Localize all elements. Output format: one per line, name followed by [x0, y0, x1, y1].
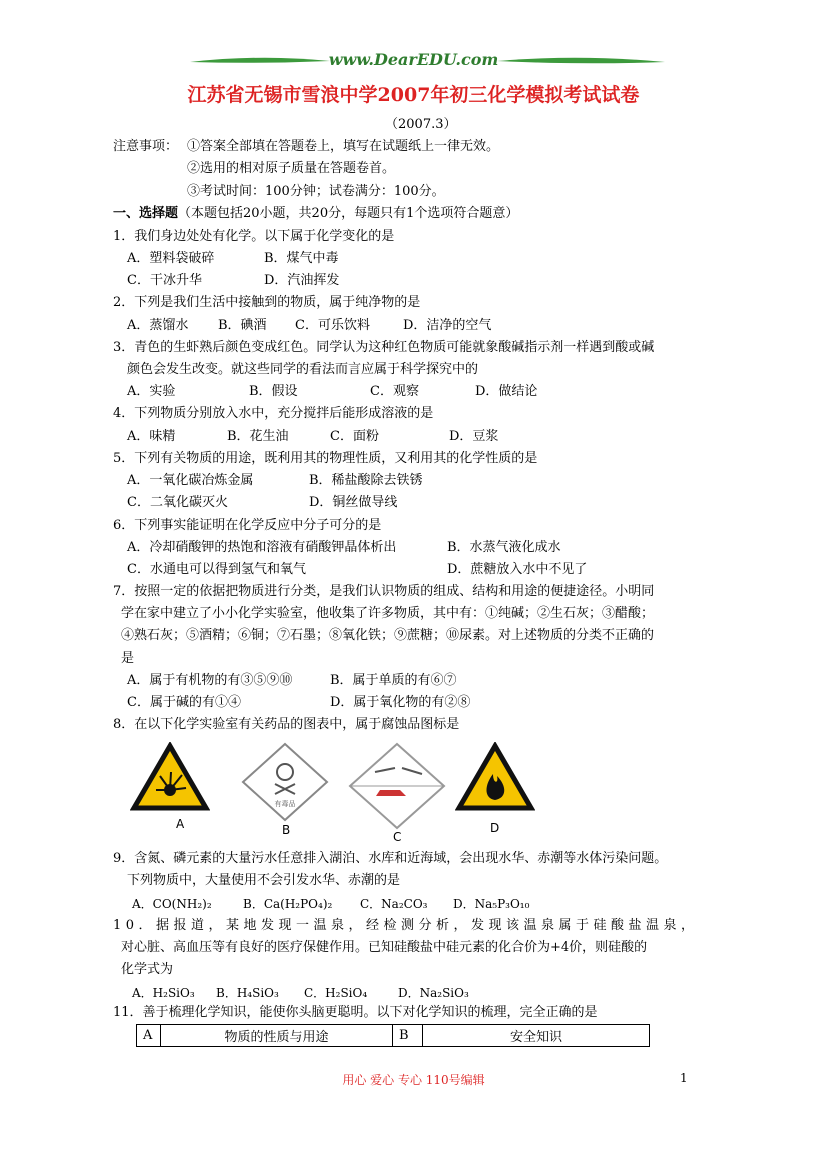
site-header	[0, 50, 827, 72]
page-title: 江苏省无锡市雪浪中学2007年初三化学模拟考试试卷	[187, 84, 640, 106]
option: B．Ca(H₂PO₄)₂	[243, 897, 333, 911]
option: B．假设	[249, 384, 298, 399]
option: A．一氧化碳冶炼金属	[127, 473, 254, 488]
question-stem: 6．下列事实能证明在化学反应中分子可分的是	[113, 518, 382, 533]
option: A．实验	[127, 384, 176, 399]
option: C．观察	[370, 384, 419, 399]
option: D．豆浆	[449, 429, 499, 444]
hazard-sign-flammable	[455, 742, 535, 837]
option: B．稀盐酸除去铁锈	[309, 473, 423, 488]
sign-text: 有毒品	[274, 800, 296, 808]
section-title: 一、选择题	[113, 206, 179, 221]
sign-label: A	[176, 817, 185, 831]
explosive-icon	[130, 742, 210, 832]
option: D．Na₂SiO₃	[398, 986, 469, 1000]
section-heading	[113, 205, 518, 223]
option: C．面粉	[330, 429, 379, 444]
page-footer: 用心 爱心 专心 110号编辑	[342, 1073, 485, 1087]
sign-label: D	[490, 821, 500, 835]
hazard-sign-corrosive	[340, 742, 455, 842]
corrosive-icon	[340, 742, 455, 842]
option: A．冷却硝酸钾的热饱和溶液有硝酸钾晶体析出	[127, 540, 397, 555]
option: C．H₂SiO₄	[304, 986, 368, 1000]
option: A．塑料袋破碎	[127, 251, 215, 266]
option: C．Na₂CO₃	[360, 897, 428, 911]
option: A．属于有机物的有③⑤⑨⑩	[127, 673, 293, 688]
option: B．属于单质的有⑥⑦	[330, 673, 457, 688]
option: D．Na₅P₃O₁₀	[453, 897, 530, 911]
question-stem: 是	[121, 651, 135, 666]
option: D．洁净的空气	[403, 318, 492, 333]
question-stem: 3．青色的生虾熟后颜色变成红色。同学认为这种红色物质可能就象酸碱指示剂一样遇到酸或碱	[113, 340, 655, 355]
question-stem: 对心脏、高血压等有良好的医疗保健作用。已知硅酸盐中硅元素的化合价为+4价，则硅酸的	[121, 940, 648, 955]
option: C．可乐饮料	[295, 318, 370, 333]
option: C．二氧化碳灭火	[127, 495, 228, 510]
table-cell: A	[137, 1025, 161, 1047]
option: B．H₄SiO₃	[216, 986, 279, 1000]
question-stem: 8．在以下化学实验室有关药品的图表中，属于腐蚀品图标是	[113, 717, 460, 732]
option: C．水通电可以得到氢气和氧气	[127, 562, 306, 577]
question-stem: 7．按照一定的依据把物质进行分类，是我们认识物质的组成、结构和用途的便捷途径。小明同	[113, 584, 655, 599]
site-url: www.DearEDU.com	[328, 50, 499, 69]
sign-label: C	[393, 830, 402, 842]
question-stem: ④熟石灰；⑤酒精；⑥铜；⑦石墨；⑧氧化铁；⑨蔗糖；⑩尿素。对上述物质的分类不正确的	[121, 628, 655, 643]
option: B．碘酒	[218, 318, 267, 333]
notice-item: ②选用的相对原子质量在答题卷首。	[187, 161, 396, 176]
option: D．汽油挥发	[264, 273, 340, 288]
question-stem: 1．我们身边处处有化学。以下属于化学变化的是	[113, 229, 395, 244]
question-stem: 颜色会发生改变。就这些同学的看法而言应属于科学探究中的	[127, 362, 479, 377]
option: C．属于碱的有①④	[127, 695, 241, 710]
question-stem: 化学式为	[121, 962, 174, 977]
page-number: 1	[680, 1071, 688, 1085]
sign-label: B	[282, 823, 291, 837]
hazard-sign-explosive	[130, 742, 210, 832]
question-stem: 11．善于梳理化学知识，能使你头脑更聪明。以下对化学知识的梳理，完全正确的是	[113, 1005, 598, 1020]
option: B．花生油	[227, 429, 289, 444]
question-stem: 学在家中建立了小小化学实验室，他收集了许多物质，其中有：①纯碱；②生石灰；③醋酸；	[121, 606, 655, 621]
notice-label: 注意事项：	[113, 139, 179, 154]
flame-icon	[455, 742, 535, 837]
option: A．蒸馏水	[127, 318, 189, 333]
question-stem: 9．含氮、磷元素的大量污水任意排入湖泊、水库和近海域，会出现水华、赤潮等水体污染问题。	[113, 851, 668, 866]
notice-item: ③考试时间：100分钟；试卷满分：100分。	[187, 184, 445, 199]
question-stem: 4．下列物质分别放入水中，充分搅拌后能形成溶液的是	[113, 406, 434, 421]
option: D．做结论	[475, 384, 538, 399]
option: B．水蒸气液化成水	[447, 540, 561, 555]
table-cell: 安全知识	[423, 1025, 650, 1047]
question-stem: 5．下列有关物质的用途，既利用其的物理性质，又利用其的化学性质的是	[113, 451, 538, 466]
question-stem: 10．据报道，某地发现一温泉，经检测分析，发现该温泉属于硅酸盐温泉，	[113, 918, 699, 933]
question-stem: 2．下列是我们生活中接触到的物质，属于纯净物的是	[113, 295, 421, 310]
option: D．铜丝做导线	[309, 495, 398, 510]
option: A．H₂SiO₃	[132, 986, 195, 1000]
option: A．CO(NH₂)₂	[132, 897, 212, 911]
table-row	[137, 1025, 650, 1047]
hazard-sign-toxic	[235, 742, 335, 837]
table-cell: 物质的性质与用途	[161, 1025, 393, 1047]
exam-date: （2007.3）	[385, 117, 457, 132]
option: D．蔗糖放入水中不见了	[447, 562, 588, 577]
notice-item: ①答案全部填在答题卷上，填写在试题纸上一律无效。	[187, 139, 500, 154]
option: C．干冰升华	[127, 273, 202, 288]
table-cell: B	[393, 1025, 423, 1047]
knowledge-table	[136, 1024, 650, 1047]
option: B．煤气中毒	[264, 251, 339, 266]
option: D．属于氧化物的有②⑧	[330, 695, 471, 710]
skull-icon	[235, 742, 335, 837]
section-desc: （本题包括20小题，共20分，每题只有1个选项符合题意）	[178, 206, 519, 221]
question-stem: 下列物质中，大量使用不会引发水华、赤潮的是	[127, 873, 401, 888]
option: A．味精	[127, 429, 176, 444]
